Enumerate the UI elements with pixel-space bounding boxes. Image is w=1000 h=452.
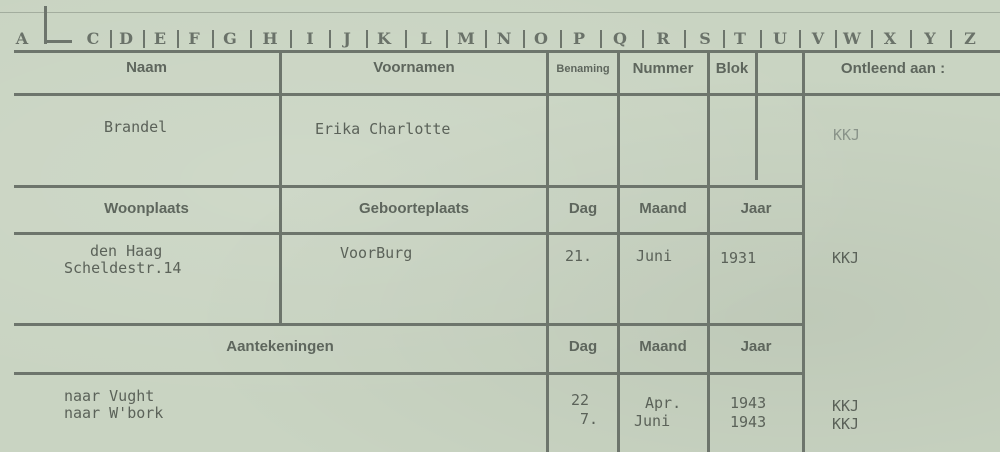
header-benaming: Benaming — [556, 63, 610, 75]
value-geboortedag: 21. — [565, 247, 593, 265]
value-aantekening-2: naar W'bork — [64, 404, 164, 422]
index-letter: A — [15, 28, 29, 48]
index-letter: E — [153, 28, 167, 48]
index-letter: N — [496, 28, 512, 48]
index-separator — [110, 30, 112, 48]
col-rule-2 — [546, 50, 549, 452]
index-letter: Q — [613, 28, 627, 48]
index-letter: G — [223, 28, 237, 48]
index-letter: H — [262, 28, 278, 48]
index-letter: Z — [964, 28, 976, 48]
index-separator — [485, 30, 487, 48]
index-separator — [835, 30, 837, 48]
index-separator — [250, 30, 252, 48]
value-bron-4: KKJ — [832, 415, 860, 433]
value-woonplaats-line-1: den Haag — [90, 242, 163, 260]
index-letter: T — [734, 28, 746, 48]
rule-under-index — [14, 50, 1000, 53]
col-rule-4 — [707, 50, 710, 452]
index-letter: Y — [924, 28, 936, 48]
index-separator — [405, 30, 407, 48]
index-separator — [523, 30, 525, 48]
index-separator — [212, 30, 214, 48]
col-rule-1 — [279, 50, 282, 325]
index-separator — [910, 30, 912, 48]
index-letter: O — [534, 28, 548, 48]
index-separator — [600, 30, 602, 48]
index-letter: K — [377, 28, 391, 48]
rule-under-header-3 — [14, 372, 804, 375]
index-letter: X — [883, 28, 897, 48]
value-maand-2: Juni — [634, 412, 671, 430]
value-bron-2: KKJ — [832, 249, 860, 267]
index-separator — [723, 30, 725, 48]
index-separator — [560, 30, 562, 48]
index-separator — [329, 30, 331, 48]
value-jaar-1: 1943 — [730, 394, 767, 412]
rule-under-header-1 — [14, 93, 1000, 96]
index-separator — [760, 30, 762, 48]
index-separator — [366, 30, 368, 48]
index-letter: L — [420, 28, 432, 48]
col-rule-3 — [617, 50, 620, 452]
index-letter: I — [306, 28, 314, 48]
header-voornamen: Voornamen — [373, 59, 455, 76]
header-jaar-aantekening: Jaar — [740, 338, 772, 355]
index-separator — [290, 30, 292, 48]
top-rule — [0, 12, 1000, 13]
rule-above-header-2 — [14, 185, 804, 188]
value-voornamen: Erika Charlotte — [315, 120, 451, 138]
rule-under-header-2 — [14, 232, 804, 235]
header-maand-aantekening: Maand — [639, 338, 687, 355]
index-letter: C — [86, 28, 100, 48]
header-naam: Naam — [126, 59, 167, 76]
index-letter: R — [656, 28, 670, 48]
index-letter: M — [457, 28, 475, 48]
index-letter: P — [572, 28, 586, 48]
header-dag-geboorte: Dag — [568, 200, 598, 217]
header-maand-geboorte: Maand — [639, 200, 687, 217]
index-tab-marker — [44, 6, 47, 44]
value-geboortejaar: 1931 — [720, 249, 757, 267]
value-dag-1: 22 — [571, 391, 590, 409]
index-separator — [799, 30, 801, 48]
header-aantekeningen: Aantekeningen — [226, 338, 334, 355]
header-dag-aantekening: Dag — [568, 338, 598, 355]
header-jaar-geboorte: Jaar — [740, 200, 772, 217]
index-separator — [871, 30, 873, 48]
index-letter: U — [773, 28, 787, 48]
header-geboorteplaats: Geboorteplaats — [358, 200, 470, 217]
value-bron-1: KKJ — [833, 126, 861, 144]
value-geboorteplaats: VoorBurg — [340, 244, 413, 262]
value-geboortemaand: Juni — [636, 247, 673, 265]
index-letter: W — [843, 28, 861, 48]
index-letter: F — [188, 28, 200, 48]
index-separator — [642, 30, 644, 48]
index-letter: S — [699, 28, 711, 48]
rule-above-header-3 — [14, 323, 804, 326]
value-bron-3: KKJ — [832, 397, 860, 415]
header-blok: Blok — [715, 60, 749, 77]
col-rule-5 — [755, 50, 758, 180]
index-separator — [177, 30, 179, 48]
index-letter: V — [811, 28, 825, 48]
value-naam: Brandel — [104, 118, 168, 136]
index-letter: J — [343, 28, 351, 48]
header-ontleend-aan: Ontleend aan : — [840, 60, 946, 77]
index-separator — [950, 30, 952, 48]
value-jaar-2: 1943 — [730, 413, 767, 431]
index-tab-marker-base — [44, 40, 72, 43]
col-rule-6 — [802, 50, 805, 452]
index-separator — [684, 30, 686, 48]
value-woonplaats-line-2: Scheldestr.14 — [64, 259, 182, 277]
value-maand-1: Apr. — [645, 394, 682, 412]
header-nummer: Nummer — [632, 60, 694, 77]
index-separator — [143, 30, 145, 48]
header-woonplaats: Woonplaats — [104, 200, 189, 217]
index-letter: D — [119, 28, 133, 48]
value-aantekening-1: naar Vught — [64, 387, 155, 405]
value-dag-2: 7. — [580, 410, 599, 428]
index-separator — [446, 30, 448, 48]
